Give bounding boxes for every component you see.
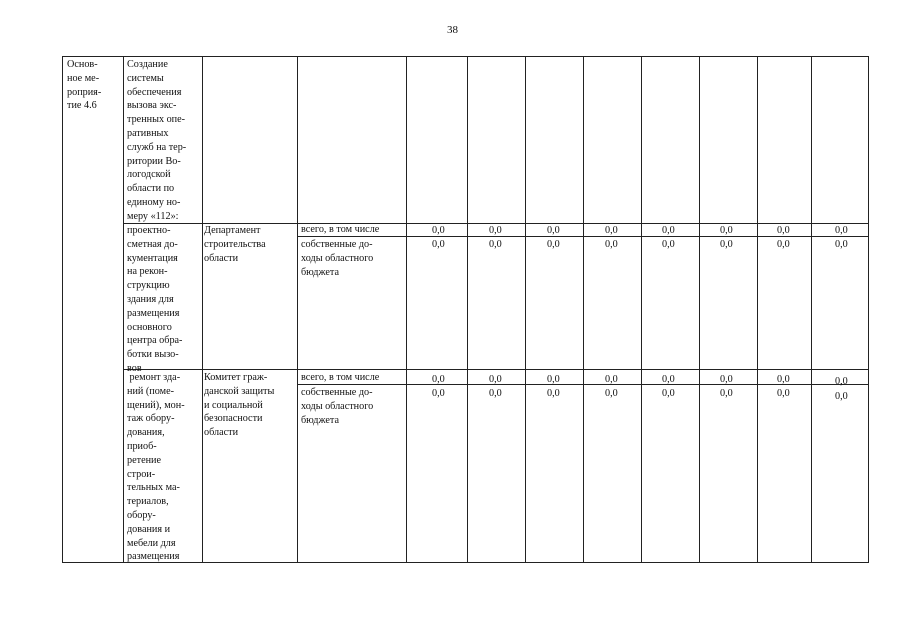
value-cell: 0,0 bbox=[777, 239, 790, 250]
value-cell: 0,0 bbox=[432, 225, 445, 236]
column-divider bbox=[811, 57, 812, 562]
column-divider bbox=[525, 57, 526, 562]
row-description: ремонт зда- ний (поме- щений), мон- таж обору- дования, приоб- ретение строи- тельных ма- териалов, обору- дования и мебели для размещения bbox=[127, 372, 185, 563]
value-cell: 0,0 bbox=[489, 374, 502, 385]
source-own: собственные до- ходы областного бюджета bbox=[301, 239, 374, 278]
page-number: 38 bbox=[447, 24, 458, 36]
row-executor: Департамент строительства области bbox=[204, 225, 266, 264]
budget-table bbox=[62, 56, 869, 563]
row-divider bbox=[123, 369, 868, 370]
row-executor: Комитет граж- данской защиты и социальной безопасности области bbox=[204, 372, 275, 439]
value-cell: 0,0 bbox=[547, 374, 560, 385]
value-cell: 0,0 bbox=[835, 376, 848, 387]
value-cell: 0,0 bbox=[605, 225, 618, 236]
value-cell: 0,0 bbox=[605, 388, 618, 399]
source-total: всего, в том числе bbox=[301, 224, 380, 235]
column-divider bbox=[757, 57, 758, 562]
value-cell: 0,0 bbox=[720, 374, 733, 385]
value-cell: 0,0 bbox=[489, 388, 502, 399]
value-cell: 0,0 bbox=[662, 388, 675, 399]
activity-label: Основ- ное ме- роприя- тие 4.6 bbox=[67, 59, 102, 112]
value-cell: 0,0 bbox=[720, 388, 733, 399]
value-cell: 0,0 bbox=[835, 225, 848, 236]
column-divider bbox=[123, 57, 124, 562]
column-divider bbox=[641, 57, 642, 562]
value-cell: 0,0 bbox=[835, 239, 848, 250]
value-cell: 0,0 bbox=[605, 374, 618, 385]
value-cell: 0,0 bbox=[777, 388, 790, 399]
value-cell: 0,0 bbox=[547, 225, 560, 236]
value-cell: 0,0 bbox=[547, 239, 560, 250]
value-cell: 0,0 bbox=[777, 225, 790, 236]
value-cell: 0,0 bbox=[835, 391, 848, 402]
column-divider bbox=[467, 57, 468, 562]
column-divider bbox=[699, 57, 700, 562]
value-cell: 0,0 bbox=[432, 388, 445, 399]
value-cell: 0,0 bbox=[720, 225, 733, 236]
value-cell: 0,0 bbox=[432, 239, 445, 250]
column-divider bbox=[202, 57, 203, 562]
source-own: собственные до- ходы областного бюджета bbox=[301, 387, 374, 426]
value-cell: 0,0 bbox=[777, 374, 790, 385]
column-divider bbox=[583, 57, 584, 562]
activity-title: Создание системы обеспечения вызова экс- тренных опе- ративных служб на тер- ритории Во- логодской области по единому но- меру «112»: bbox=[127, 59, 187, 222]
column-divider bbox=[406, 57, 407, 562]
value-cell: 0,0 bbox=[489, 225, 502, 236]
value-cell: 0,0 bbox=[662, 239, 675, 250]
source-total: всего, в том числе bbox=[301, 372, 380, 383]
column-divider bbox=[297, 57, 298, 562]
value-cell: 0,0 bbox=[547, 388, 560, 399]
value-cell: 0,0 bbox=[662, 374, 675, 385]
value-cell: 0,0 bbox=[662, 225, 675, 236]
value-cell: 0,0 bbox=[605, 239, 618, 250]
value-cell: 0,0 bbox=[432, 374, 445, 385]
value-cell: 0,0 bbox=[489, 239, 502, 250]
row-description: проектно- сметная до- кументация на рекон- струкцию здания для размещения основного центра обра- ботки вызо- вов bbox=[127, 225, 183, 374]
value-cell: 0,0 bbox=[720, 239, 733, 250]
